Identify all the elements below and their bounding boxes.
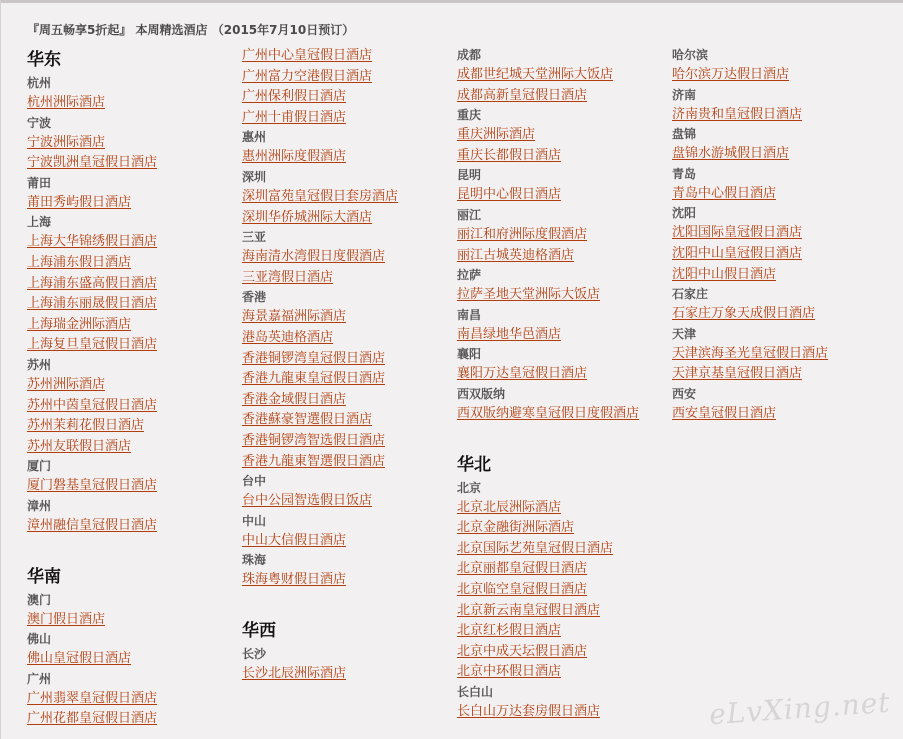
hotel-link[interactable]: 天津京基皇冠假日酒店 (672, 366, 803, 382)
hotel-link[interactable]: 海南清水湾假日度假酒店 (242, 249, 386, 265)
hotel-link[interactable]: 北京红杉假日酒店 (457, 623, 562, 639)
hotel-link[interactable]: 西双版纳避寒皇冠假日度假酒店 (457, 405, 640, 421)
hotel-link[interactable]: 澳门假日酒店 (27, 611, 106, 627)
city-label: 北京 (457, 480, 482, 495)
hotel-link[interactable]: 重庆长都假日酒店 (457, 147, 562, 163)
city-label: 青岛 (672, 166, 697, 181)
hotel-link[interactable]: 香港铜锣湾智选假日酒店 (242, 432, 386, 448)
hotel-link[interactable]: 宁波洲际酒店 (27, 134, 106, 150)
hotel-link[interactable]: 苏州友联假日酒店 (27, 438, 132, 454)
hotel-link[interactable]: 广州中心皇冠假日酒店 (242, 48, 373, 63)
hotel-link[interactable]: 上海瑞金洲际酒店 (27, 316, 132, 332)
hotel-link[interactable]: 香港蘇豪智選假日酒店 (242, 412, 373, 428)
city-label: 长白山 (457, 684, 494, 699)
city-label: 重庆 (457, 108, 482, 123)
city-label: 深圳 (242, 169, 267, 184)
region-heading: 华西 (242, 620, 276, 641)
hotel-link[interactable]: 西安皇冠假日酒店 (672, 405, 777, 421)
city-label: 昆明 (457, 168, 482, 183)
hotel-column-3 (457, 46, 672, 722)
city-label: 惠州 (242, 130, 267, 145)
city-label: 沈阳 (672, 206, 697, 221)
region-spacer (242, 591, 457, 611)
city-label: 珠海 (242, 553, 267, 568)
hotel-link[interactable]: 长白山万达套房假日酒店 (457, 703, 601, 719)
hotel-link[interactable]: 北京国际艺苑皇冠假日酒店 (457, 540, 614, 556)
hotel-column-4 (672, 46, 887, 425)
hotel-column-1 (27, 46, 242, 730)
hotel-link[interactable]: 惠州洲际度假酒店 (242, 149, 347, 165)
hotel-link[interactable]: 北京临空皇冠假日酒店 (457, 581, 588, 597)
city-label: 佛山 (27, 632, 52, 647)
hotel-link[interactable]: 香港铜锣湾皇冠假日酒店 (242, 350, 386, 366)
hotel-link[interactable]: 成都世纪城天堂洲际大饭店 (457, 67, 614, 82)
city-label: 哈尔滨 (672, 48, 709, 62)
hotel-link[interactable]: 盘锦水游城假日酒店 (672, 146, 790, 162)
hotel-link[interactable]: 襄阳万达皇冠假日酒店 (457, 366, 588, 382)
hotel-link[interactable]: 北京中环假日酒店 (457, 664, 562, 680)
city-label: 长沙 (242, 646, 267, 661)
hotel-link[interactable]: 北京新云南皇冠假日酒店 (457, 602, 601, 618)
hotel-link[interactable]: 上海大华锦绣假日酒店 (27, 234, 158, 250)
date-note: （2015年7月10日预订） (211, 23, 355, 37)
hotel-link[interactable]: 港岛英迪格酒店 (242, 329, 334, 345)
hotel-link[interactable]: 北京金融街洲际酒店 (457, 520, 575, 536)
hotel-link[interactable]: 成都高新皇冠假日酒店 (457, 87, 588, 103)
hotel-link[interactable]: 上海浦东盛高假日酒店 (27, 275, 158, 291)
hotel-link[interactable]: 丽江古城英迪格酒店 (457, 247, 575, 263)
city-label: 西安 (672, 386, 697, 401)
city-label: 南昌 (457, 307, 482, 322)
city-label: 香港 (242, 290, 267, 305)
hotel-link[interactable]: 昆明中心假日酒店 (457, 187, 562, 203)
hotel-link[interactable]: 上海复旦皇冠假日酒店 (27, 337, 158, 353)
hotel-link[interactable]: 北京北辰洲际酒店 (457, 499, 562, 515)
hotel-link[interactable]: 漳州融信皇冠假日酒店 (27, 517, 158, 533)
hotel-link[interactable]: 苏州茉莉花假日酒店 (27, 418, 145, 434)
city-label: 苏州 (27, 357, 52, 372)
hotel-link[interactable]: 天津滨海圣光皇冠假日酒店 (672, 345, 829, 361)
hotel-link[interactable]: 广州花都皇冠假日酒店 (27, 711, 158, 727)
hotel-link[interactable]: 哈尔滨万达假日酒店 (672, 67, 790, 82)
city-label: 丽江 (457, 207, 482, 222)
watermark-logo: eLvXing.net (708, 685, 892, 732)
hotel-link[interactable]: 广州翡翠皇冠假日酒店 (27, 690, 158, 706)
city-label: 澳门 (27, 592, 52, 607)
city-label: 台中 (242, 474, 267, 489)
hotel-link[interactable]: 深圳华侨城洲际大酒店 (242, 209, 373, 225)
region-heading: 华南 (27, 566, 61, 587)
city-label: 襄阳 (457, 347, 482, 362)
region-heading: 华东 (27, 50, 61, 70)
hotel-link[interactable]: 长沙北辰洲际酒店 (242, 665, 347, 681)
region-heading: 华北 (457, 454, 491, 475)
city-label: 济南 (672, 87, 697, 102)
hotel-link[interactable]: 北京丽都皇冠假日酒店 (457, 561, 588, 577)
hotel-link[interactable]: 石家庄万象天成假日酒店 (672, 306, 816, 322)
hotel-link[interactable]: 拉萨圣地天堂洲际大饭店 (457, 287, 601, 303)
city-label: 盘锦 (672, 127, 697, 142)
city-label: 广州 (27, 671, 52, 686)
hotel-link[interactable]: 珠海粤财假日酒店 (242, 572, 347, 588)
hotel-link[interactable]: 海景嘉福洲际酒店 (242, 309, 347, 325)
hotel-link[interactable]: 佛山皇冠假日酒店 (27, 651, 132, 667)
hotel-link[interactable]: 沈阳中山假日酒店 (672, 266, 777, 282)
hotel-link[interactable]: 广州十甫假日酒店 (242, 109, 347, 125)
hotel-link[interactable]: 香港金域假日酒店 (242, 391, 347, 407)
promo-label: 『周五畅享5折起』 (27, 23, 132, 37)
page-header (27, 21, 354, 38)
hotel-link[interactable]: 重庆洲际酒店 (457, 127, 536, 143)
hotel-link[interactable]: 青岛中心假日酒店 (672, 185, 777, 201)
hotel-link[interactable]: 莆田秀屿假日酒店 (27, 194, 132, 210)
city-label: 成都 (457, 48, 482, 62)
hotel-link[interactable]: 台中公园智选假日饭店 (242, 493, 373, 509)
city-label: 三亚 (242, 230, 267, 245)
city-label: 石家庄 (672, 287, 709, 302)
city-label: 漳州 (27, 498, 52, 513)
city-label: 拉萨 (457, 268, 482, 283)
hotel-link[interactable]: 香港九龍東皇冠假日酒店 (242, 371, 386, 387)
section-title: 本周精选酒店 (135, 23, 208, 37)
hotel-column-2 (242, 46, 457, 684)
hotel-link[interactable]: 厦门磐基皇冠假日酒店 (27, 478, 158, 494)
hotel-link[interactable]: 广州富力空港假日酒店 (242, 68, 373, 84)
region-spacer (27, 537, 242, 557)
hotel-link[interactable]: 沈阳国际皇冠假日酒店 (672, 225, 803, 241)
city-label: 厦门 (27, 459, 52, 474)
hotel-link[interactable]: 丽江和府洲际度假酒店 (457, 226, 588, 242)
city-label: 莆田 (27, 175, 52, 190)
top-border (0, 0, 903, 3)
hotel-link[interactable]: 南昌绿地华邑酒店 (457, 326, 562, 342)
region-spacer (457, 425, 672, 445)
hotel-link[interactable]: 杭州洲际酒店 (27, 95, 106, 110)
hotel-link[interactable]: 宁波凯洲皇冠假日酒店 (27, 155, 158, 171)
hotel-link[interactable]: 香港九龍東智選假日酒店 (242, 453, 386, 469)
city-label: 西双版纳 (457, 386, 506, 401)
left-border (0, 0, 1, 739)
hotel-link[interactable]: 上海浦东丽晟假日酒店 (27, 296, 158, 312)
city-label: 中山 (242, 513, 267, 528)
hotel-link[interactable]: 深圳富苑皇冠假日套房酒店 (242, 188, 399, 204)
city-label: 宁波 (27, 115, 52, 130)
hotel-link[interactable]: 沈阳中山皇冠假日酒店 (672, 245, 803, 261)
hotel-link[interactable]: 广州保利假日酒店 (242, 89, 347, 105)
hotel-link[interactable]: 苏州中茵皇冠假日酒店 (27, 397, 158, 413)
city-label: 上海 (27, 215, 52, 230)
hotel-link[interactable]: 北京中成天坛假日酒店 (457, 643, 588, 659)
hotel-link[interactable]: 三亚湾假日酒店 (242, 269, 334, 285)
hotel-link[interactable]: 上海浦东假日酒店 (27, 254, 132, 270)
hotel-link[interactable]: 苏州洲际酒店 (27, 376, 106, 392)
hotel-link[interactable]: 济南贵和皇冠假日酒店 (672, 106, 803, 122)
city-label: 天津 (672, 326, 697, 341)
city-label: 杭州 (27, 76, 52, 90)
hotel-link[interactable]: 中山大信假日酒店 (242, 532, 347, 548)
